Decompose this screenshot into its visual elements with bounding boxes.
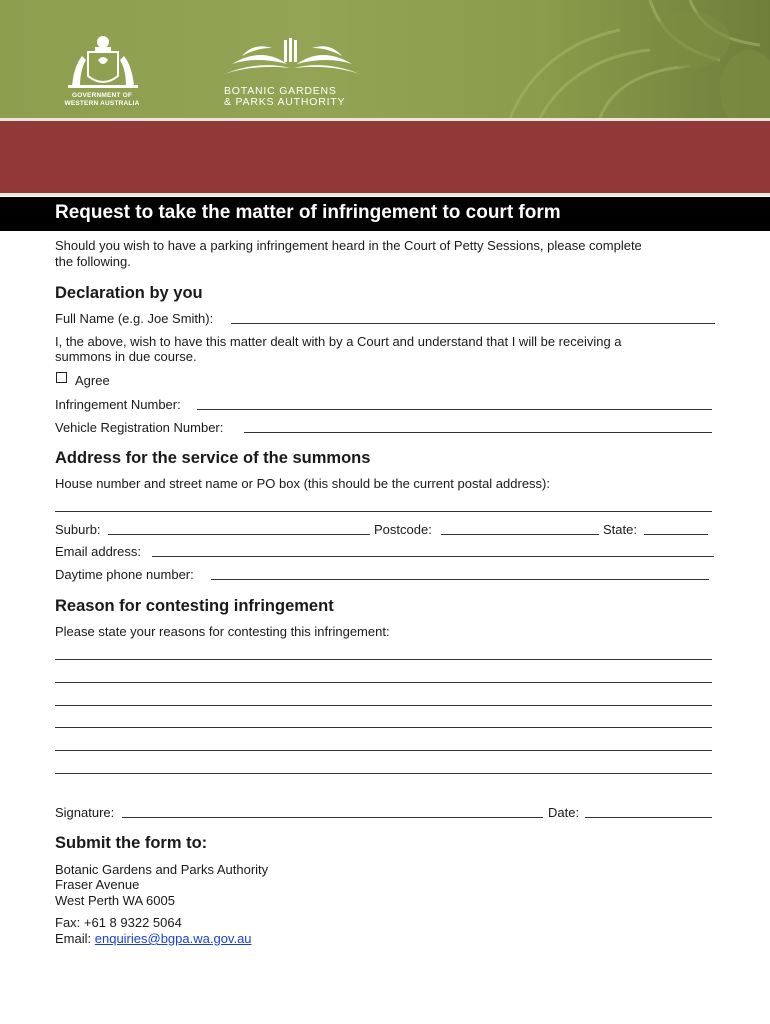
house-field[interactable] [55, 511, 712, 512]
full-name-field[interactable] [231, 323, 715, 324]
declaration-statement-2: summons in due course. [55, 349, 197, 364]
header-banner [0, 0, 770, 118]
bgpa-logo-icon [222, 36, 362, 84]
page-title: Request to take the matter of infringement to court form [55, 202, 561, 223]
submit-address-line-2: Fraser Avenue [55, 877, 140, 892]
red-banner [0, 121, 770, 193]
government-line-1: GOVERNMENT OF [71, 92, 133, 99]
state-label: State: [603, 522, 637, 537]
org-line-1: BOTANIC GARDENS [224, 85, 337, 97]
submit-address-line-1: Botanic Gardens and Parks Authority [55, 862, 269, 877]
title-bar [0, 197, 770, 231]
reason-line[interactable] [55, 750, 712, 751]
phone-field[interactable] [211, 579, 709, 580]
government-line-2: WESTERN AUSTRALIA [64, 100, 140, 107]
phone-label: Daytime phone number: [55, 567, 194, 582]
email-field[interactable] [152, 556, 714, 557]
date-field[interactable] [585, 817, 712, 818]
signature-field[interactable] [122, 817, 543, 818]
suburb-field[interactable] [108, 534, 370, 535]
email-prefix: Email: [55, 931, 92, 946]
submit-heading: Submit the form to: [55, 834, 208, 852]
signature-label: Signature: [55, 805, 115, 820]
date-label: Date: [548, 805, 580, 820]
intro-line-2: the following. [55, 254, 131, 269]
reason-line[interactable] [55, 727, 712, 728]
bgpa-label [224, 86, 345, 108]
declaration-heading: Declaration by you [55, 284, 203, 302]
address-heading: Address for the service of the summons [55, 449, 371, 467]
reason-line[interactable] [55, 682, 712, 683]
email-line [55, 931, 252, 946]
full-name-label: Full Name (e.g. Joe Smith): [55, 311, 214, 326]
botanical-decoration-icon [450, 0, 770, 118]
vehicle-registration-label: Vehicle Registration Number: [55, 420, 224, 435]
reason-heading: Reason for contesting infringement [55, 597, 334, 615]
reason-line[interactable] [55, 659, 712, 660]
intro-line-1: Should you wish to have a parking infringement heard in the Court of Petty Sessions, please complete [55, 238, 642, 253]
org-line-2: & PARKS AUTHORITY [224, 96, 346, 108]
postcode-field[interactable] [441, 534, 599, 535]
email-link[interactable]: enquiries@bgpa.wa.gov.au [94, 931, 252, 946]
house-label: House number and street name or PO box (this should be the current postal address): [55, 476, 550, 491]
banner-divider-2 [0, 193, 770, 196]
government-label [52, 92, 152, 108]
state-field[interactable] [644, 534, 708, 535]
suburb-label: Suburb: [55, 522, 101, 537]
reason-line[interactable] [55, 773, 712, 774]
vehicle-registration-field[interactable] [244, 432, 712, 433]
fax-number: Fax: +61 8 9322 5064 [55, 915, 182, 930]
wa-government-crest-icon [58, 30, 148, 90]
reason-prompt: Please state your reasons for contesting this infringement: [55, 624, 390, 639]
submit-address-line-3: West Perth WA 6005 [55, 893, 175, 908]
infringement-number-label: Infringement Number: [55, 397, 181, 412]
declaration-statement-1: I, the above, wish to have this matter dealt with by a Court and understand that I will be receiving a [55, 334, 622, 349]
agree-checkbox[interactable] [56, 372, 67, 383]
agree-label: Agree [75, 373, 110, 388]
postcode-label: Postcode: [374, 522, 432, 537]
email-label: Email address: [55, 544, 141, 559]
infringement-number-field[interactable] [197, 409, 712, 410]
reason-line[interactable] [55, 705, 712, 706]
